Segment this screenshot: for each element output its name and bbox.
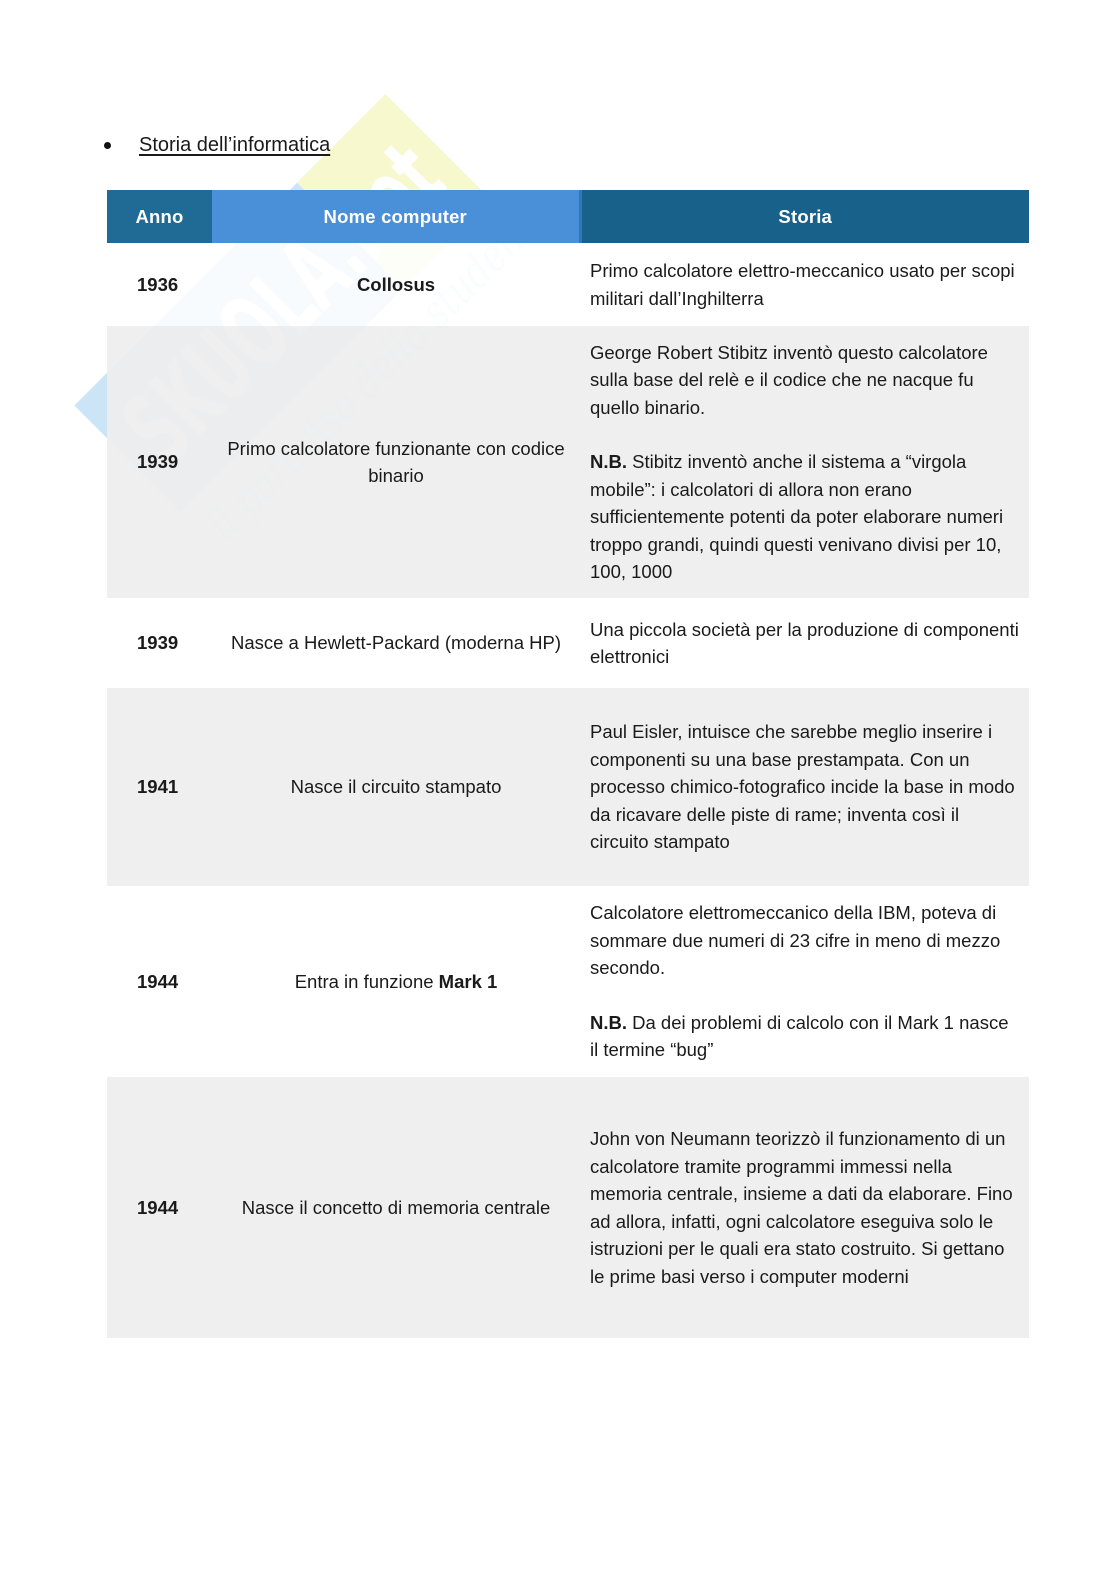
history-note: [590, 1009, 1021, 1064]
history-note: [590, 448, 1021, 586]
name-prefix: Entra in funzione: [294, 970, 439, 992]
history-note-text: Da dei problemi di calcolo con il Mark 1 nasce il termine “bug”: [590, 1011, 1009, 1061]
history-text: Calcolatore elettromeccanico della IBM, poteva di sommare due numeri di 23 cifre in meno di mezzo secondo.: [590, 902, 1001, 979]
bullet-point: [104, 142, 111, 149]
table-row: [107, 326, 1029, 598]
cell-history: [580, 688, 1029, 886]
table-header-row: [107, 190, 1029, 243]
history-text: George Robert Stibitz inventò questo calcolatore sulla base del relè e il codice che ne nacque fu quello binario.: [590, 341, 988, 418]
cell-name: [212, 886, 580, 1077]
cell-year: 1944: [107, 886, 212, 1077]
history-text: Una piccola società per la produzione di componenti elettronici: [590, 618, 1019, 667]
history-text: John von Neumann teorizzò il funzionamento di un calcolatore tramite programmi immessi nella memoria centrale, insieme a dati da elaborare. Fino ad allora, infatti, ogni calcolatore eseguiva solo le istruzioni per le quali era stato costruito. Si gettano le prime basi verso i computer moderni: [590, 1128, 1013, 1287]
cell-name: Nasce il circuito stampato: [212, 688, 580, 886]
cell-name: Collosus: [212, 243, 580, 326]
header-history: Storia: [580, 190, 1029, 243]
cell-year: 1939: [107, 326, 212, 598]
cell-name: Nasce il concetto di memoria centrale: [212, 1077, 580, 1338]
cell-name: Nasce a Hewlett-Packard (moderna HP): [212, 598, 580, 688]
history-note-text: Stibitz inventò anche il sistema a “virgola mobile”: i calcolatori di allora non erano sufficientemente potenti da poter elaborare numeri troppo grandi, quindi questi venivano divisi per 10, 100, 1000: [590, 451, 1004, 582]
header-year: Anno: [107, 190, 212, 243]
cell-history: [580, 1077, 1029, 1338]
table-row: [107, 886, 1029, 1077]
cell-history: [580, 243, 1029, 326]
section-title-link[interactable]: Storia dell’informatica: [139, 134, 331, 156]
nb-label: N.B.: [590, 451, 627, 472]
table-row: [107, 598, 1029, 688]
cell-history: [580, 326, 1029, 598]
table-row: [107, 243, 1029, 326]
history-text: Paul Eisler, intuisce che sarebbe meglio inserire i componenti su una base prestampata. Con un processo chimico-fotografico incide la base in modo da ricavare delle piste di rame; inventa così il circuito stampato: [590, 721, 1015, 853]
header-name: Nome computer: [212, 190, 580, 243]
history-table-wrapper: [107, 190, 1029, 1338]
cell-year: 1941: [107, 688, 212, 886]
table-row: [107, 1077, 1029, 1338]
cell-history: [580, 886, 1029, 1077]
nb-label: N.B.: [590, 1011, 627, 1033]
cell-name: Primo calcolatore funzionante con codice binario: [212, 326, 580, 598]
section-heading: [104, 134, 330, 157]
cell-year: 1936: [107, 243, 212, 326]
name-bold: Mark 1: [438, 970, 498, 992]
history-text: Primo calcolatore elettro-meccanico usato per scopi militari dall’Inghilterra: [590, 260, 1015, 309]
table-row: [107, 688, 1029, 886]
cell-year: 1944: [107, 1077, 212, 1338]
cell-history: [580, 598, 1029, 688]
cell-year: 1939: [107, 598, 212, 688]
history-table: [107, 190, 1029, 1338]
